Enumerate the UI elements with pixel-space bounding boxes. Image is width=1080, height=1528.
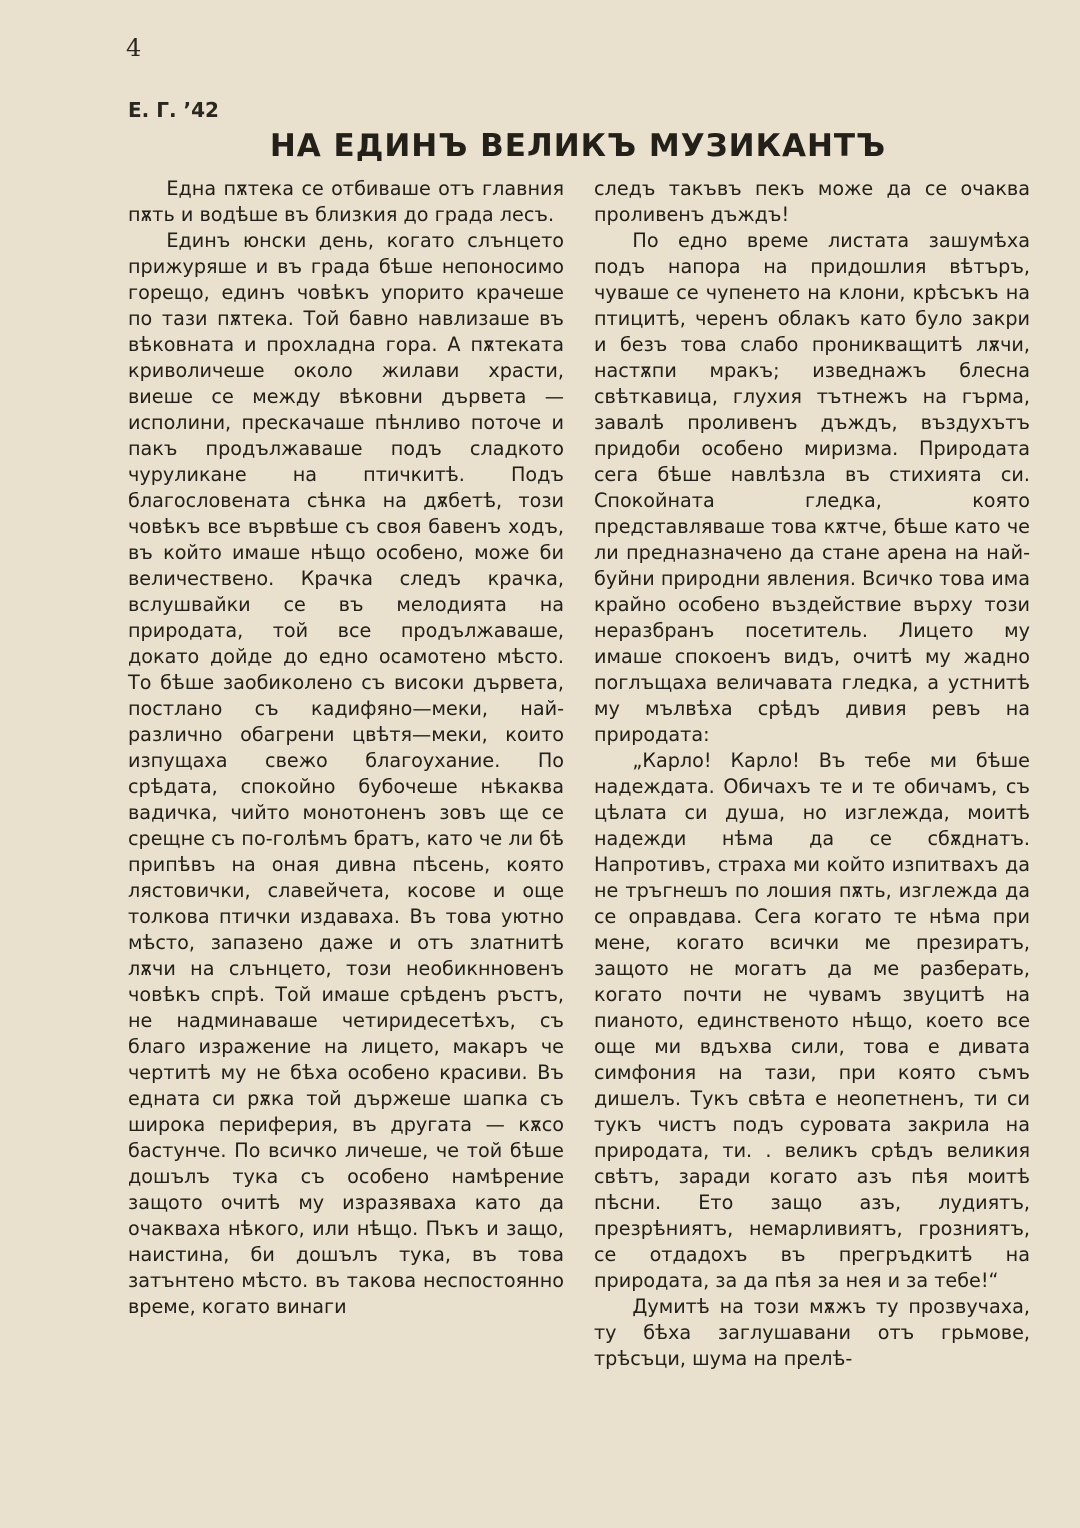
paragraph: По едно време листата зашумѣха подъ напора на придошлия вѣтъръ, чуваше се чупенето на клони, крѣсъкъ на птицитѣ, черенъ облакъ като було закри и безъ това слабо проникващитѣ лѫчи, настѫпи мракъ; изведнажъ блесна свѣткавица, глухия тътнежъ на гърма, завалѣ проливенъ дъждъ, въздухътъ придоби особено миризма. Природата сега бѣше навлѣзла въ стихията си. Спокойната гледка, която представляваше това кѫтче, бѣше като че ли предназначено да стане арена на най-буйни природни явления. Всичко това има крайно особено въздействие върху този неразбранъ посетитель. Лицето му имаше спокоенъ видъ, очитѣ му жадно поглъщаха величавата гледка, а устнитѣ му мълвѣха срѣдъ дивия ревъ на природата:: [594, 229, 1030, 746]
paragraph: следъ такъвъ пекъ може да се очаква проливенъ дъждъ!: [594, 177, 1030, 226]
text-column-right: [594, 176, 1030, 1372]
text-column-left: [128, 176, 564, 1320]
paragraph: „Карло! Карло! Въ тебе ми бѣше надеждата. Обичахъ те и те обичамъ, съ цѣлата си душа, но изглежда, моитѣ надежди нѣма да се сбѫднатъ. Напротивъ, страха ми който изпитвахъ да не тръгнешъ по лошия пѫть, изглежда да се оправдава. Сега когато те нѣма при мене, когато всички ме презиратъ, защото не могатъ да ме разберать, когато почти не чувамъ звуцитѣ на пианото, единственото нѣщо, което все още ми вдъхва сили, това е дивата симфония на тази, при която съмъ дишелъ. Тукъ свѣта е неопетненъ, ти си тукъ чистъ подъ суровата закрила на природата, ти. . великъ срѣдъ великия свѣтъ, заради когато азъ пѣя моитѣ пѣсни. Ето защо азъ, лудиятъ, презрѣниятъ, немарливиятъ, грозниятъ, се отдадохъ въ прегръдкитѣ на природата, за да пѣя за нея и за тебе!“: [594, 749, 1030, 1292]
article-title: НА ЕДИНЪ ВЕЛИКЪ МУЗИКАНТЪ: [269, 128, 887, 164]
author-initials: Е. Г. ’42: [128, 98, 219, 122]
page-number: 4: [126, 34, 142, 62]
paragraph: Думитѣ на този мѫжъ ту прозвучаха, ту бѣха заглушавани отъ грьмове, трѣсъци, шума на прелѣ-: [594, 1295, 1030, 1370]
paragraph: Единъ юнски день, когато слънцето прижуряше и въ града бѣше непоносимо горещо, единъ човѣкъ упорито крачеше по тази пѫтека. Той бавно навлизаше въ вѣковната и прохладна гора. А пѫтеката криволичеше около жилави храсти, виеше се между вѣковни дървета — исполини, прескачаше пѣнливо поточе и пакъ продължаваше подъ сладкото чуруликане на птичкитѣ. Подъ благословената сѣнка на дѫбетѣ, този човѣкъ все вървѣше съ своя бавенъ ходъ, въ който имаше нѣщо особено, може би величествено. Крачка следъ крачка, вслушвайки се въ мелодията на природата, той все продължаваше, докато дойде до едно осамотено мѣсто. То бѣше заобиколено съ високи дървета, постлано съ кадифяно—меки, най-различно обагрени цвѣтя—меки, които изпущаха свежо благоухание. По срѣдата, спокойно бубочеше нѣкаква вадичка, чийто монотоненъ зовъ ще се срещне съ по-голѣмъ братъ, като че ли бѣ припѣвъ на оная дивна пѣсень, която лястовички, славейчета, косове и още толкова птички издаваха. Въ това уютно мѣсто, запазено даже и отъ златнитѣ лѫчи на слънцето, този необикнновенъ човѣкъ спрѣ. Той имаше срѣденъ ръстъ, не надминаваше четиридесетѣхъ, съ благо изражение на лицето, макаръ че чертитѣ му не бѣха особено красиви. Въ едната си рѫка той държеше шапка съ широка периферия, въ другата — кѫсо бастунче. По всичко личеше, че той бѣше дошълъ тука съ особено намѣрение защото очитѣ му изразяваха като да очакваха нѣкого, или нѣщо. Пъкъ и защо, наистина, би дошълъ тука, въ това затънтено мѣсто. въ такова неспостоянно време, когато винаги: [128, 229, 564, 1318]
paragraph: Една пѫтека се отбиваше отъ главния пѫть и водѣше въ близкия до града лесъ.: [128, 177, 564, 226]
